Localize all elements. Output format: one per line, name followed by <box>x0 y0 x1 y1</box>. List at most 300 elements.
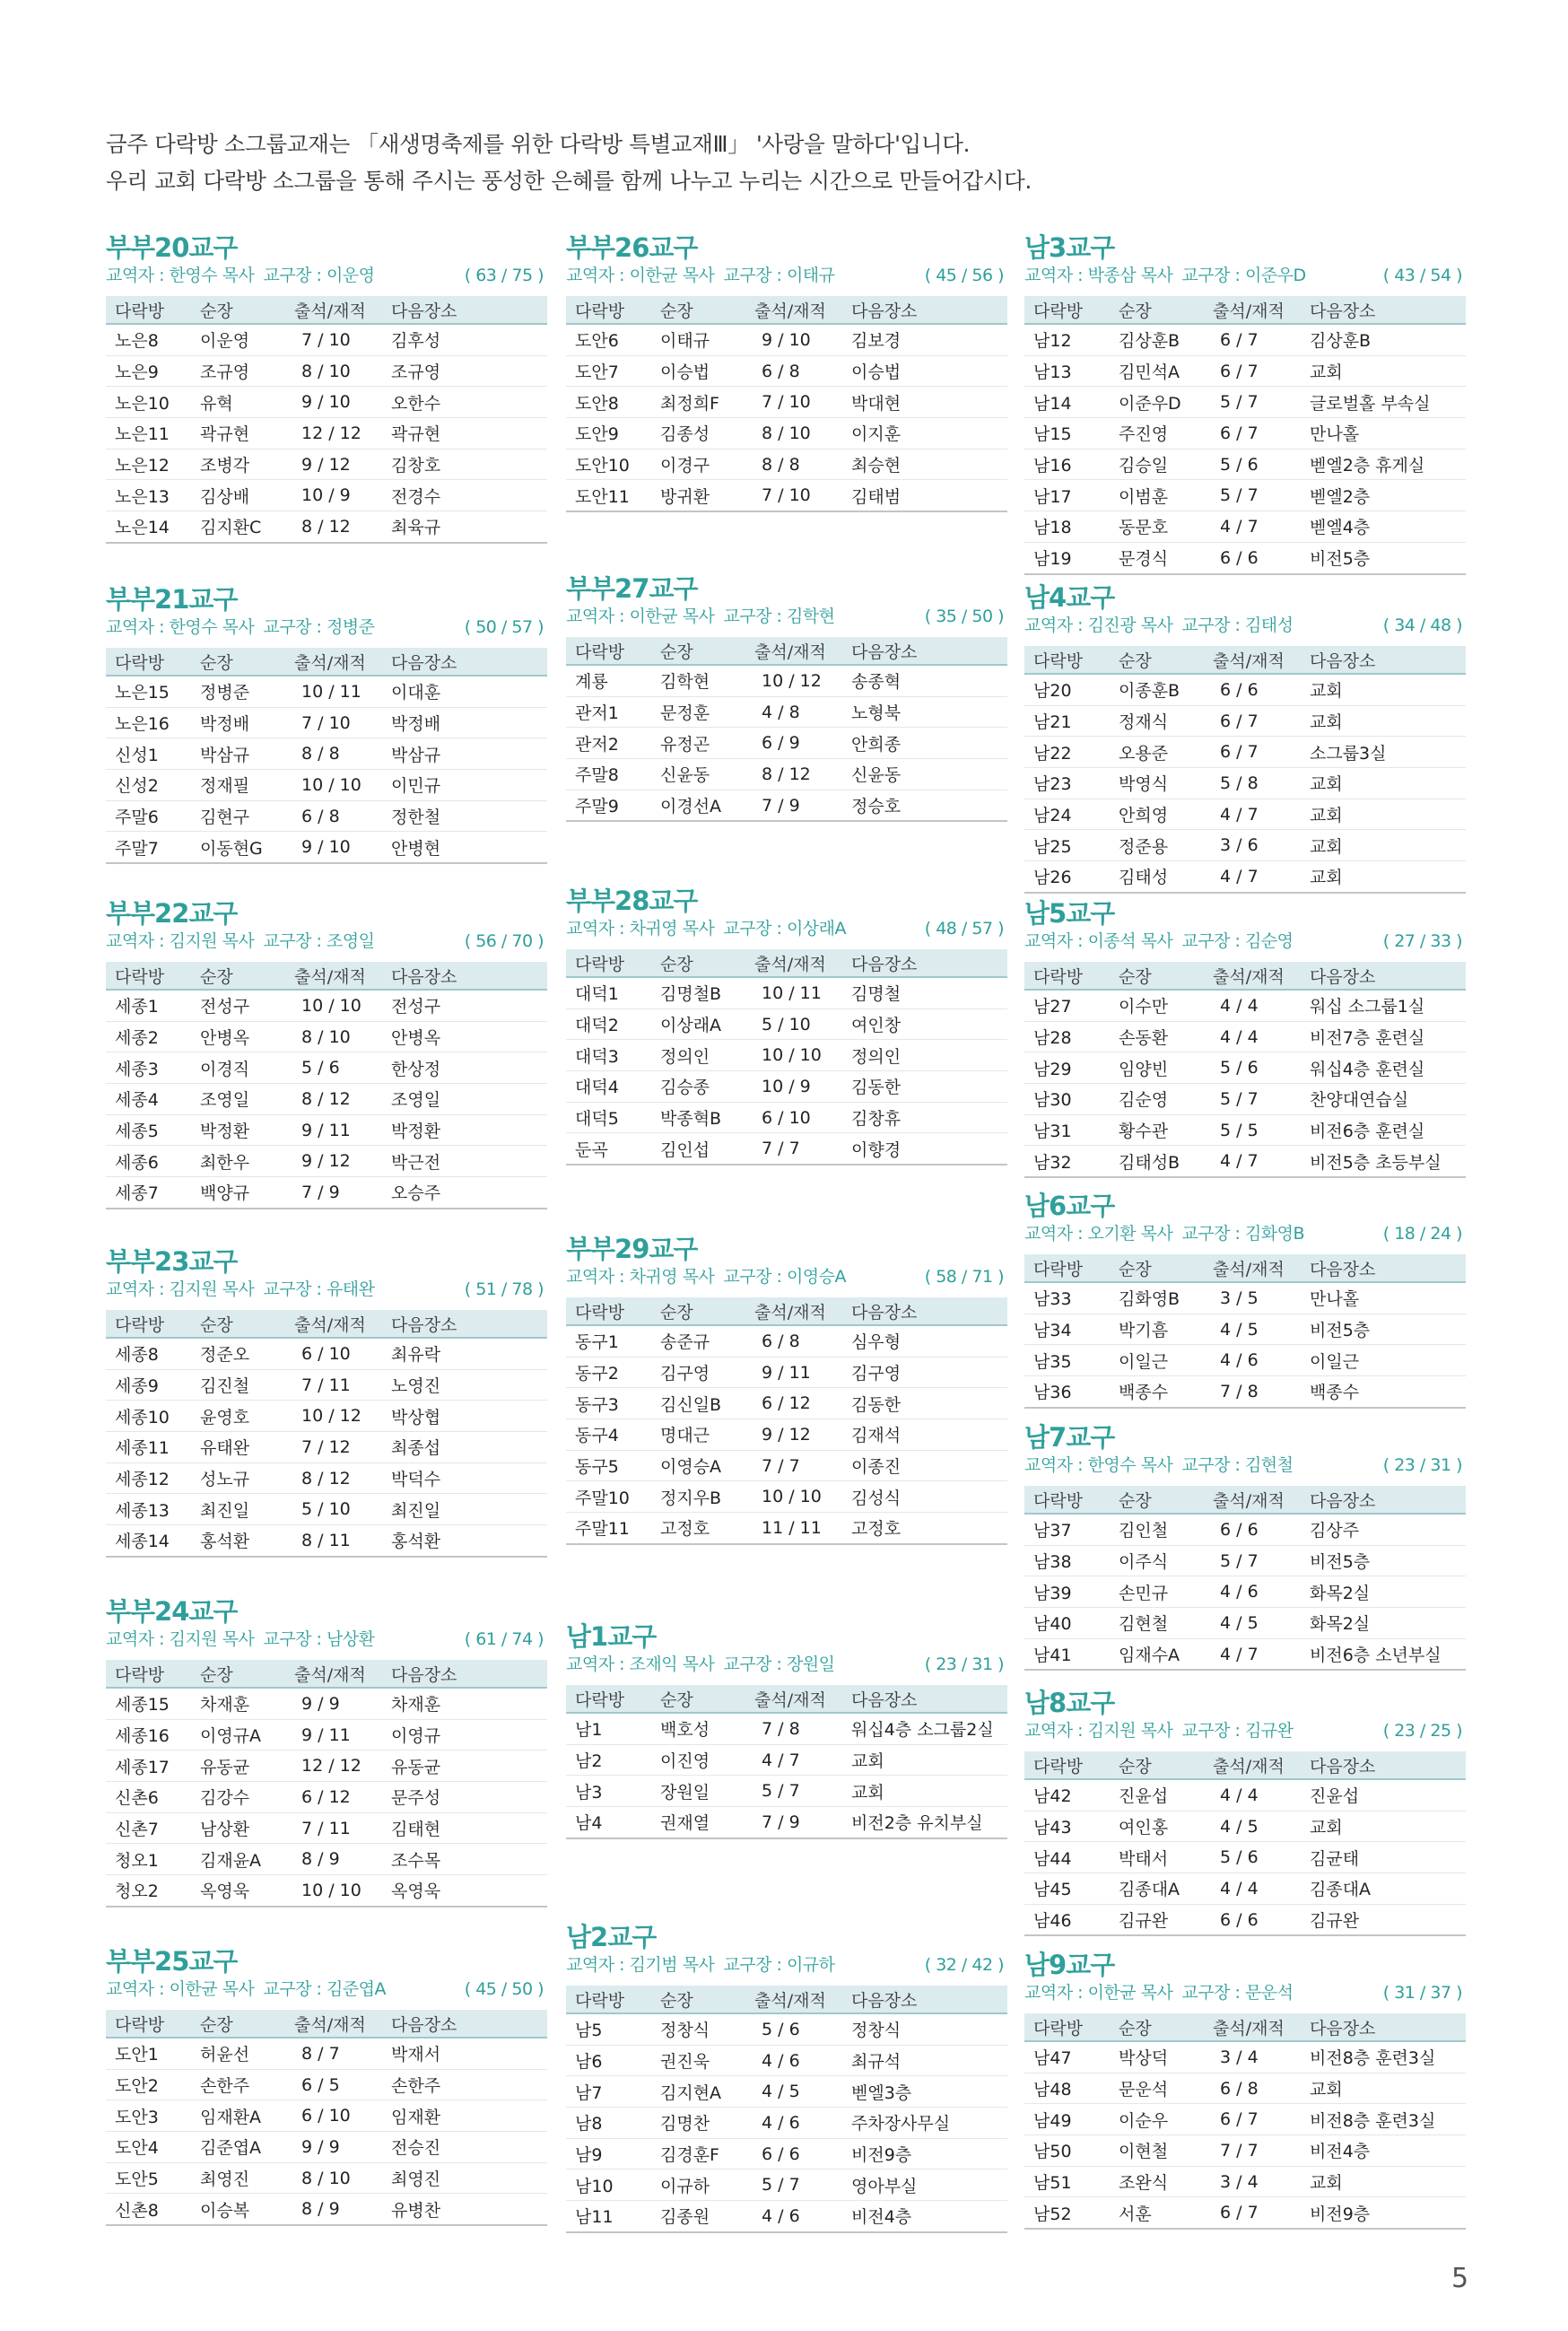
header-sunjang: 순장 <box>651 1297 745 1325</box>
cell-sunjang: 조영일 <box>191 1084 285 1115</box>
cell-next-place: 이대훈 <box>382 676 547 707</box>
leader-label: 교구장 : <box>1181 1721 1241 1741</box>
district-title: 남3교구 <box>1024 232 1115 263</box>
cell-attendance: 8 / 12 <box>285 1084 382 1115</box>
cell-attendance: 10 / 12 <box>285 1401 382 1432</box>
cell-attendance: 7 / 10 <box>285 707 382 738</box>
header-darakbang: 다락방 <box>566 296 651 324</box>
table-row <box>106 1494 547 1525</box>
leader-name: 장원일 <box>786 1654 835 1674</box>
cell-attendance: 5 / 6 <box>285 1052 382 1084</box>
cell-sunjang: 송준규 <box>651 1325 745 1357</box>
cell-next-place: 비전4층 <box>842 2201 1007 2232</box>
cell-sunjang: 최진일 <box>191 1494 285 1525</box>
table-row <box>566 977 1007 1008</box>
pastor-name: 김지원 목사 <box>1087 1721 1173 1741</box>
pastor-name: 김기범 목사 <box>629 1955 715 1975</box>
cell-attendance: 8 / 10 <box>285 355 382 387</box>
cell-next-place: 벧엘3층 <box>842 2076 1007 2108</box>
cell-darakbang: 노은10 <box>106 387 191 418</box>
cell-next-place: 여인창 <box>842 1008 1007 1040</box>
cell-attendance: 5 / 6 <box>745 2013 842 2045</box>
header-sunjang: 순장 <box>1110 646 1204 674</box>
attendance-ratio: ( 61 / 74 ) <box>464 1629 544 1649</box>
table-row <box>566 2169 1007 2201</box>
table-row <box>566 1388 1007 1419</box>
district-info <box>1024 1981 1466 2005</box>
cell-next-place: 이영규 <box>382 1719 547 1750</box>
header-darakbang: 다락방 <box>1024 1254 1110 1282</box>
cell-attendance: 6 / 10 <box>285 2100 382 2132</box>
district-table <box>566 1986 1007 2233</box>
table-header-row <box>1024 1254 1466 1282</box>
table-row <box>1024 418 1466 450</box>
cell-darakbang: 도안9 <box>566 418 651 450</box>
cell-attendance: 11 / 11 <box>745 1513 842 1544</box>
table-row <box>566 1481 1007 1513</box>
header-next-place: 다음장소 <box>842 1297 1007 1325</box>
cell-sunjang: 이수만 <box>1110 990 1204 1021</box>
cell-attendance: 6 / 8 <box>285 800 382 832</box>
pastor-name: 박종삼 목사 <box>1087 266 1173 285</box>
cell-attendance: 4 / 5 <box>1204 1811 1301 1842</box>
cell-attendance: 3 / 6 <box>1204 830 1301 861</box>
cell-sunjang: 김현구 <box>191 800 285 832</box>
cell-attendance: 10 / 9 <box>285 480 382 511</box>
table-row <box>106 2194 547 2225</box>
district-info <box>106 930 547 954</box>
table-row <box>566 1008 1007 1040</box>
table-row <box>566 1513 1007 1544</box>
cell-darakbang: 남15 <box>1024 418 1110 450</box>
table-row <box>106 1084 547 1115</box>
district-title: 부부28교구 <box>566 886 698 916</box>
table-header-row <box>106 1310 547 1338</box>
pastor-name: 차귀영 목사 <box>629 919 715 939</box>
table-row <box>1024 324 1466 355</box>
cell-next-place: 김규완 <box>1301 1904 1466 1935</box>
cell-next-place: 차재훈 <box>382 1688 547 1719</box>
cell-attendance: 7 / 10 <box>285 324 382 355</box>
district-group <box>566 1620 1007 1839</box>
header-attendance: 출석/재적 <box>285 648 382 676</box>
cell-attendance: 4 / 7 <box>1204 511 1301 543</box>
cell-attendance: 7 / 8 <box>745 1713 842 1744</box>
header-next-place: 다음장소 <box>382 1310 547 1338</box>
cell-attendance: 9 / 12 <box>285 1146 382 1177</box>
header-attendance: 출석/재적 <box>745 1297 842 1325</box>
cell-next-place: 백종수 <box>1301 1376 1466 1408</box>
table-row <box>566 1713 1007 1744</box>
leader-name: 김순영 <box>1244 931 1294 951</box>
cell-darakbang: 동구4 <box>566 1419 651 1451</box>
header-darakbang: 다락방 <box>566 1685 651 1713</box>
cell-attendance: 4 / 7 <box>1204 1146 1301 1177</box>
table-row <box>106 1844 547 1875</box>
cell-darakbang: 신촌6 <box>106 1782 191 1813</box>
district-title: 남6교구 <box>1024 1191 1115 1221</box>
cell-attendance: 10 / 11 <box>745 977 842 1008</box>
cell-sunjang: 유동균 <box>191 1750 285 1782</box>
header-sunjang: 순장 <box>1110 1751 1204 1779</box>
table-row <box>566 1325 1007 1357</box>
header-next-place: 다음장소 <box>842 949 1007 977</box>
pastor-label: 교역자 : <box>1024 1455 1084 1475</box>
cell-darakbang: 남30 <box>1024 1084 1110 1115</box>
district-info <box>566 1653 1007 1677</box>
cell-sunjang: 손동환 <box>1110 1021 1204 1052</box>
cell-attendance: 7 / 7 <box>1204 2135 1301 2167</box>
cell-sunjang: 김명찬 <box>651 2108 745 2139</box>
cell-sunjang: 문경식 <box>1110 542 1204 573</box>
district-table <box>1024 1254 1466 1409</box>
cell-darakbang: 남47 <box>1024 2041 1110 2073</box>
cell-sunjang: 임재환A <box>191 2100 285 2132</box>
cell-sunjang: 김승일 <box>1110 449 1204 480</box>
cell-darakbang: 세종13 <box>106 1494 191 1525</box>
cell-sunjang: 이일근 <box>1110 1345 1204 1376</box>
cell-sunjang: 남상환 <box>191 1812 285 1844</box>
cell-sunjang: 이영규A <box>191 1719 285 1750</box>
cell-darakbang: 주말7 <box>106 832 191 863</box>
leader-label: 교구장 : <box>263 1279 322 1299</box>
table-row <box>106 770 547 801</box>
cell-sunjang: 박영식 <box>1110 768 1204 799</box>
cell-attendance: 6 / 8 <box>1204 2073 1301 2104</box>
cell-darakbang: 남32 <box>1024 1146 1110 1177</box>
cell-next-place: 비전5층 초등부실 <box>1301 1146 1466 1177</box>
cell-darakbang: 도안6 <box>566 324 651 355</box>
district-info <box>106 1278 547 1302</box>
leader-label: 교구장 : <box>263 266 322 285</box>
cell-sunjang: 정재식 <box>1110 705 1204 737</box>
cell-next-place: 화목2실 <box>1301 1608 1466 1639</box>
pastor-label: 교역자 : <box>566 919 625 939</box>
table-row <box>566 2201 1007 2232</box>
cell-sunjang: 백양규 <box>191 1177 285 1209</box>
cell-sunjang: 박종혁B <box>651 1102 745 1133</box>
header-attendance: 출석/재적 <box>745 1685 842 1713</box>
cell-next-place: 이향경 <box>842 1133 1007 1165</box>
table-row <box>1024 355 1466 387</box>
cell-darakbang: 주말8 <box>566 759 651 790</box>
cell-attendance: 6 / 10 <box>285 1338 382 1369</box>
cell-sunjang: 김규완 <box>1110 1904 1204 1935</box>
cell-darakbang: 동구3 <box>566 1388 651 1419</box>
table-header-row <box>1024 1486 1466 1514</box>
header-darakbang: 다락방 <box>566 1297 651 1325</box>
header-next-place: 다음장소 <box>842 296 1007 324</box>
cell-attendance: 9 / 11 <box>745 1357 842 1388</box>
district-group <box>1024 1949 1466 2230</box>
cell-darakbang: 남48 <box>1024 2073 1110 2104</box>
cell-darakbang: 노은15 <box>106 676 191 707</box>
cell-sunjang: 김인섭 <box>651 1133 745 1165</box>
cell-darakbang: 남49 <box>1024 2104 1110 2135</box>
table-row <box>1024 2166 1466 2197</box>
cell-next-place: 김균태 <box>1301 1842 1466 1873</box>
district-title: 부부26교구 <box>566 232 698 263</box>
table-row <box>1024 1021 1466 1052</box>
attendance-ratio: ( 56 / 70 ) <box>464 931 544 951</box>
cell-sunjang: 김화영B <box>1110 1282 1204 1314</box>
cell-darakbang: 도안5 <box>106 2162 191 2194</box>
cell-darakbang: 남16 <box>1024 449 1110 480</box>
district-info <box>1024 930 1466 954</box>
cell-next-place: 김성식 <box>842 1481 1007 1513</box>
pastor-label: 교역자 : <box>566 266 625 285</box>
cell-darakbang: 세종3 <box>106 1052 191 1084</box>
cell-sunjang: 김준엽A <box>191 2132 285 2163</box>
leader-label: 교구장 : <box>723 919 782 939</box>
cell-sunjang: 유정곤 <box>651 728 745 759</box>
cell-sunjang: 김지환C <box>191 511 285 543</box>
cell-next-place: 이일근 <box>1301 1345 1466 1376</box>
cell-attendance: 8 / 8 <box>285 738 382 770</box>
cell-sunjang: 신윤동 <box>651 759 745 790</box>
cell-attendance: 4 / 7 <box>1204 1638 1301 1670</box>
intro-line-1: 금주 다락방 소그룹교재는 「새생명축제를 위한 다락방 특별교재Ⅲ」 '사랑을 말하다'입니다. <box>106 131 971 157</box>
cell-darakbang: 남25 <box>1024 830 1110 861</box>
cell-next-place: 노형북 <box>842 696 1007 728</box>
cell-attendance: 8 / 10 <box>285 2162 382 2194</box>
attendance-ratio: ( 50 / 57 ) <box>464 617 544 637</box>
district-group <box>1024 897 1466 1178</box>
pastor-name: 오기환 목사 <box>1087 1224 1173 1244</box>
table-row <box>106 1146 547 1177</box>
cell-next-place: 박대현 <box>842 387 1007 418</box>
table-header-row <box>106 962 547 990</box>
table-header-row <box>566 296 1007 324</box>
cell-next-place: 오한수 <box>382 387 547 418</box>
cell-sunjang: 김태성 <box>1110 861 1204 893</box>
cell-attendance: 4 / 7 <box>745 1744 842 1776</box>
cell-sunjang: 황수관 <box>1110 1114 1204 1146</box>
attendance-ratio: ( 58 / 71 ) <box>924 1267 1004 1287</box>
table-row <box>566 665 1007 696</box>
attendance-ratio: ( 35 / 50 ) <box>924 607 1004 626</box>
cell-next-place: 비전8층 훈련3실 <box>1301 2041 1466 2073</box>
cell-sunjang: 김민석A <box>1110 355 1204 387</box>
cell-attendance: 4 / 8 <box>745 696 842 728</box>
district-table <box>1024 296 1466 575</box>
cell-next-place: 비전2층 유치부실 <box>842 1807 1007 1838</box>
table-row <box>1024 1282 1466 1314</box>
cell-sunjang: 김종성 <box>651 418 745 450</box>
cell-attendance: 8 / 10 <box>745 418 842 450</box>
cell-attendance: 6 / 12 <box>285 1782 382 1813</box>
cell-next-place: 찬양대연습실 <box>1301 1084 1466 1115</box>
cell-attendance: 9 / 10 <box>745 324 842 355</box>
table-row <box>1024 768 1466 799</box>
cell-sunjang: 최정희F <box>651 387 745 418</box>
pastor-name: 김진광 목사 <box>1087 615 1173 635</box>
cell-attendance: 4 / 6 <box>745 2045 842 2076</box>
leader-label: 교구장 : <box>263 1979 322 1999</box>
district-title: 남5교구 <box>1024 898 1115 929</box>
cell-darakbang: 남27 <box>1024 990 1110 1021</box>
header-sunjang: 순장 <box>191 962 285 990</box>
cell-next-place: 교회 <box>1301 768 1466 799</box>
table-row <box>106 1719 547 1750</box>
table-header-row <box>566 1297 1007 1325</box>
cell-darakbang: 남38 <box>1024 1545 1110 1576</box>
district-group <box>106 231 547 544</box>
cell-sunjang: 차재훈 <box>191 1688 285 1719</box>
cell-darakbang: 세종8 <box>106 1338 191 1369</box>
cell-next-place: 김보경 <box>842 324 1007 355</box>
header-attendance: 출석/재적 <box>745 1986 842 2013</box>
cell-next-place: 곽규현 <box>382 418 547 450</box>
cell-darakbang: 도안3 <box>106 2100 191 2132</box>
table-header-row <box>1024 2013 1466 2041</box>
cell-darakbang: 남34 <box>1024 1314 1110 1345</box>
cell-sunjang: 주진영 <box>1110 418 1204 450</box>
cell-attendance: 8 / 12 <box>745 759 842 790</box>
header-sunjang: 순장 <box>651 1986 745 2013</box>
header-sunjang: 순장 <box>651 296 745 324</box>
leader-label: 교구장 : <box>263 1629 322 1649</box>
cell-attendance: 9 / 12 <box>285 449 382 480</box>
cell-attendance: 5 / 8 <box>1204 768 1301 799</box>
cell-darakbang: 세종5 <box>106 1114 191 1146</box>
cell-next-place: 교회 <box>842 1744 1007 1776</box>
cell-attendance: 6 / 7 <box>1204 355 1301 387</box>
cell-sunjang: 김명철B <box>651 977 745 1008</box>
cell-darakbang: 계룡 <box>566 665 651 696</box>
cell-darakbang: 동구5 <box>566 1450 651 1481</box>
leader-label: 교구장 : <box>1181 266 1241 285</box>
cell-darakbang: 남37 <box>1024 1514 1110 1545</box>
cell-next-place: 비전6층 훈련실 <box>1301 1114 1466 1146</box>
district-title: 남4교구 <box>1024 582 1115 613</box>
cell-sunjang: 임양빈 <box>1110 1052 1204 1084</box>
cell-attendance: 9 / 9 <box>285 1688 382 1719</box>
table-row <box>1024 2073 1466 2104</box>
cell-attendance: 10 / 10 <box>745 1481 842 1513</box>
cell-darakbang: 남51 <box>1024 2166 1110 2197</box>
cell-darakbang: 남45 <box>1024 1873 1110 1905</box>
district-info <box>1024 614 1466 638</box>
cell-next-place: 박상협 <box>382 1401 547 1432</box>
table-row <box>1024 1052 1466 1084</box>
cell-sunjang: 곽규현 <box>191 418 285 450</box>
cell-darakbang: 남6 <box>566 2045 651 2076</box>
pastor-label: 교역자 : <box>566 1955 625 1975</box>
table-row <box>106 2069 547 2100</box>
header-next-place: 다음장소 <box>842 637 1007 665</box>
cell-attendance: 6 / 7 <box>1204 324 1301 355</box>
cell-attendance: 10 / 9 <box>745 1071 842 1103</box>
cell-attendance: 6 / 12 <box>745 1388 842 1419</box>
cell-darakbang: 남36 <box>1024 1376 1110 1408</box>
cell-attendance: 5 / 7 <box>1204 1545 1301 1576</box>
leader-label: 교구장 : <box>263 617 322 637</box>
district-title: 부부22교구 <box>106 898 238 929</box>
district-title: 부부20교구 <box>106 232 238 263</box>
cell-attendance: 6 / 6 <box>1204 674 1301 705</box>
cell-sunjang: 유태완 <box>191 1432 285 1463</box>
cell-darakbang: 세종17 <box>106 1750 191 1782</box>
cell-next-place: 안희종 <box>842 728 1007 759</box>
cell-next-place: 옥영욱 <box>382 1875 547 1907</box>
cell-next-place: 교회 <box>842 1776 1007 1807</box>
header-darakbang: 다락방 <box>1024 2013 1110 2041</box>
cell-darakbang: 세종14 <box>106 1525 191 1557</box>
cell-attendance: 4 / 4 <box>1204 990 1301 1021</box>
cell-attendance: 3 / 5 <box>1204 1282 1301 1314</box>
district-info <box>1024 1454 1466 1478</box>
cell-sunjang: 이준우D <box>1110 387 1204 418</box>
table-row <box>1024 1314 1466 1345</box>
leader-name: 김태성 <box>1244 615 1294 635</box>
cell-sunjang: 정창식 <box>651 2013 745 2045</box>
header-next-place: 다음장소 <box>382 962 547 990</box>
attendance-ratio: ( 27 / 33 ) <box>1382 931 1462 951</box>
cell-next-place: 임재환 <box>382 2100 547 2132</box>
cell-attendance: 12 / 12 <box>285 1750 382 1782</box>
district-title: 남8교구 <box>1024 1688 1115 1718</box>
cell-next-place: 벧엘2층 휴게실 <box>1301 449 1466 480</box>
table-row <box>106 324 547 355</box>
cell-attendance: 9 / 9 <box>285 2132 382 2163</box>
cell-darakbang: 남35 <box>1024 1345 1110 1376</box>
cell-darakbang: 대덕2 <box>566 1008 651 1040</box>
header-next-place: 다음장소 <box>1301 1751 1466 1779</box>
cell-next-place: 최규석 <box>842 2045 1007 2076</box>
cell-next-place: 비전8층 훈련3실 <box>1301 2104 1466 2135</box>
cell-next-place: 비전6층 소년부실 <box>1301 1638 1466 1670</box>
cell-sunjang: 손민규 <box>1110 1576 1204 1608</box>
cell-darakbang: 노은16 <box>106 707 191 738</box>
cell-attendance: 7 / 11 <box>285 1812 382 1844</box>
cell-darakbang: 남11 <box>566 2201 651 2232</box>
district-title: 부부25교구 <box>106 1946 238 1977</box>
cell-darakbang: 관저1 <box>566 696 651 728</box>
cell-next-place: 주차장사무실 <box>842 2108 1007 2139</box>
cell-darakbang: 노은8 <box>106 324 191 355</box>
cell-next-place: 최유락 <box>382 1338 547 1369</box>
leader-label: 교구장 : <box>723 266 782 285</box>
header-next-place: 다음장소 <box>382 1660 547 1688</box>
cell-next-place: 교회 <box>1301 2166 1466 2197</box>
leader-name: 이영승A <box>786 1267 846 1287</box>
pastor-name: 조재익 목사 <box>629 1654 715 1674</box>
cell-next-place: 정의인 <box>842 1040 1007 1071</box>
cell-next-place: 홍석환 <box>382 1525 547 1557</box>
cell-sunjang: 김지현A <box>651 2076 745 2108</box>
cell-attendance: 6 / 7 <box>1204 2197 1301 2229</box>
cell-attendance: 4 / 4 <box>1204 1873 1301 1905</box>
table-row <box>566 355 1007 387</box>
cell-attendance: 10 / 11 <box>285 676 382 707</box>
cell-sunjang: 성노규 <box>191 1462 285 1494</box>
table-row <box>566 1419 1007 1451</box>
table-header-row <box>106 648 547 676</box>
cell-sunjang: 이경선A <box>651 790 745 821</box>
cell-sunjang: 김진철 <box>191 1369 285 1401</box>
table-row <box>566 324 1007 355</box>
cell-darakbang: 대덕3 <box>566 1040 651 1071</box>
table-row <box>106 676 547 707</box>
table-row <box>106 1401 547 1432</box>
header-next-place: 다음장소 <box>1301 962 1466 990</box>
cell-darakbang: 남28 <box>1024 1021 1110 1052</box>
cell-darakbang: 세종4 <box>106 1084 191 1115</box>
cell-darakbang: 도안8 <box>566 387 651 418</box>
cell-sunjang: 김현철 <box>1110 1608 1204 1639</box>
district-table <box>106 2010 547 2226</box>
